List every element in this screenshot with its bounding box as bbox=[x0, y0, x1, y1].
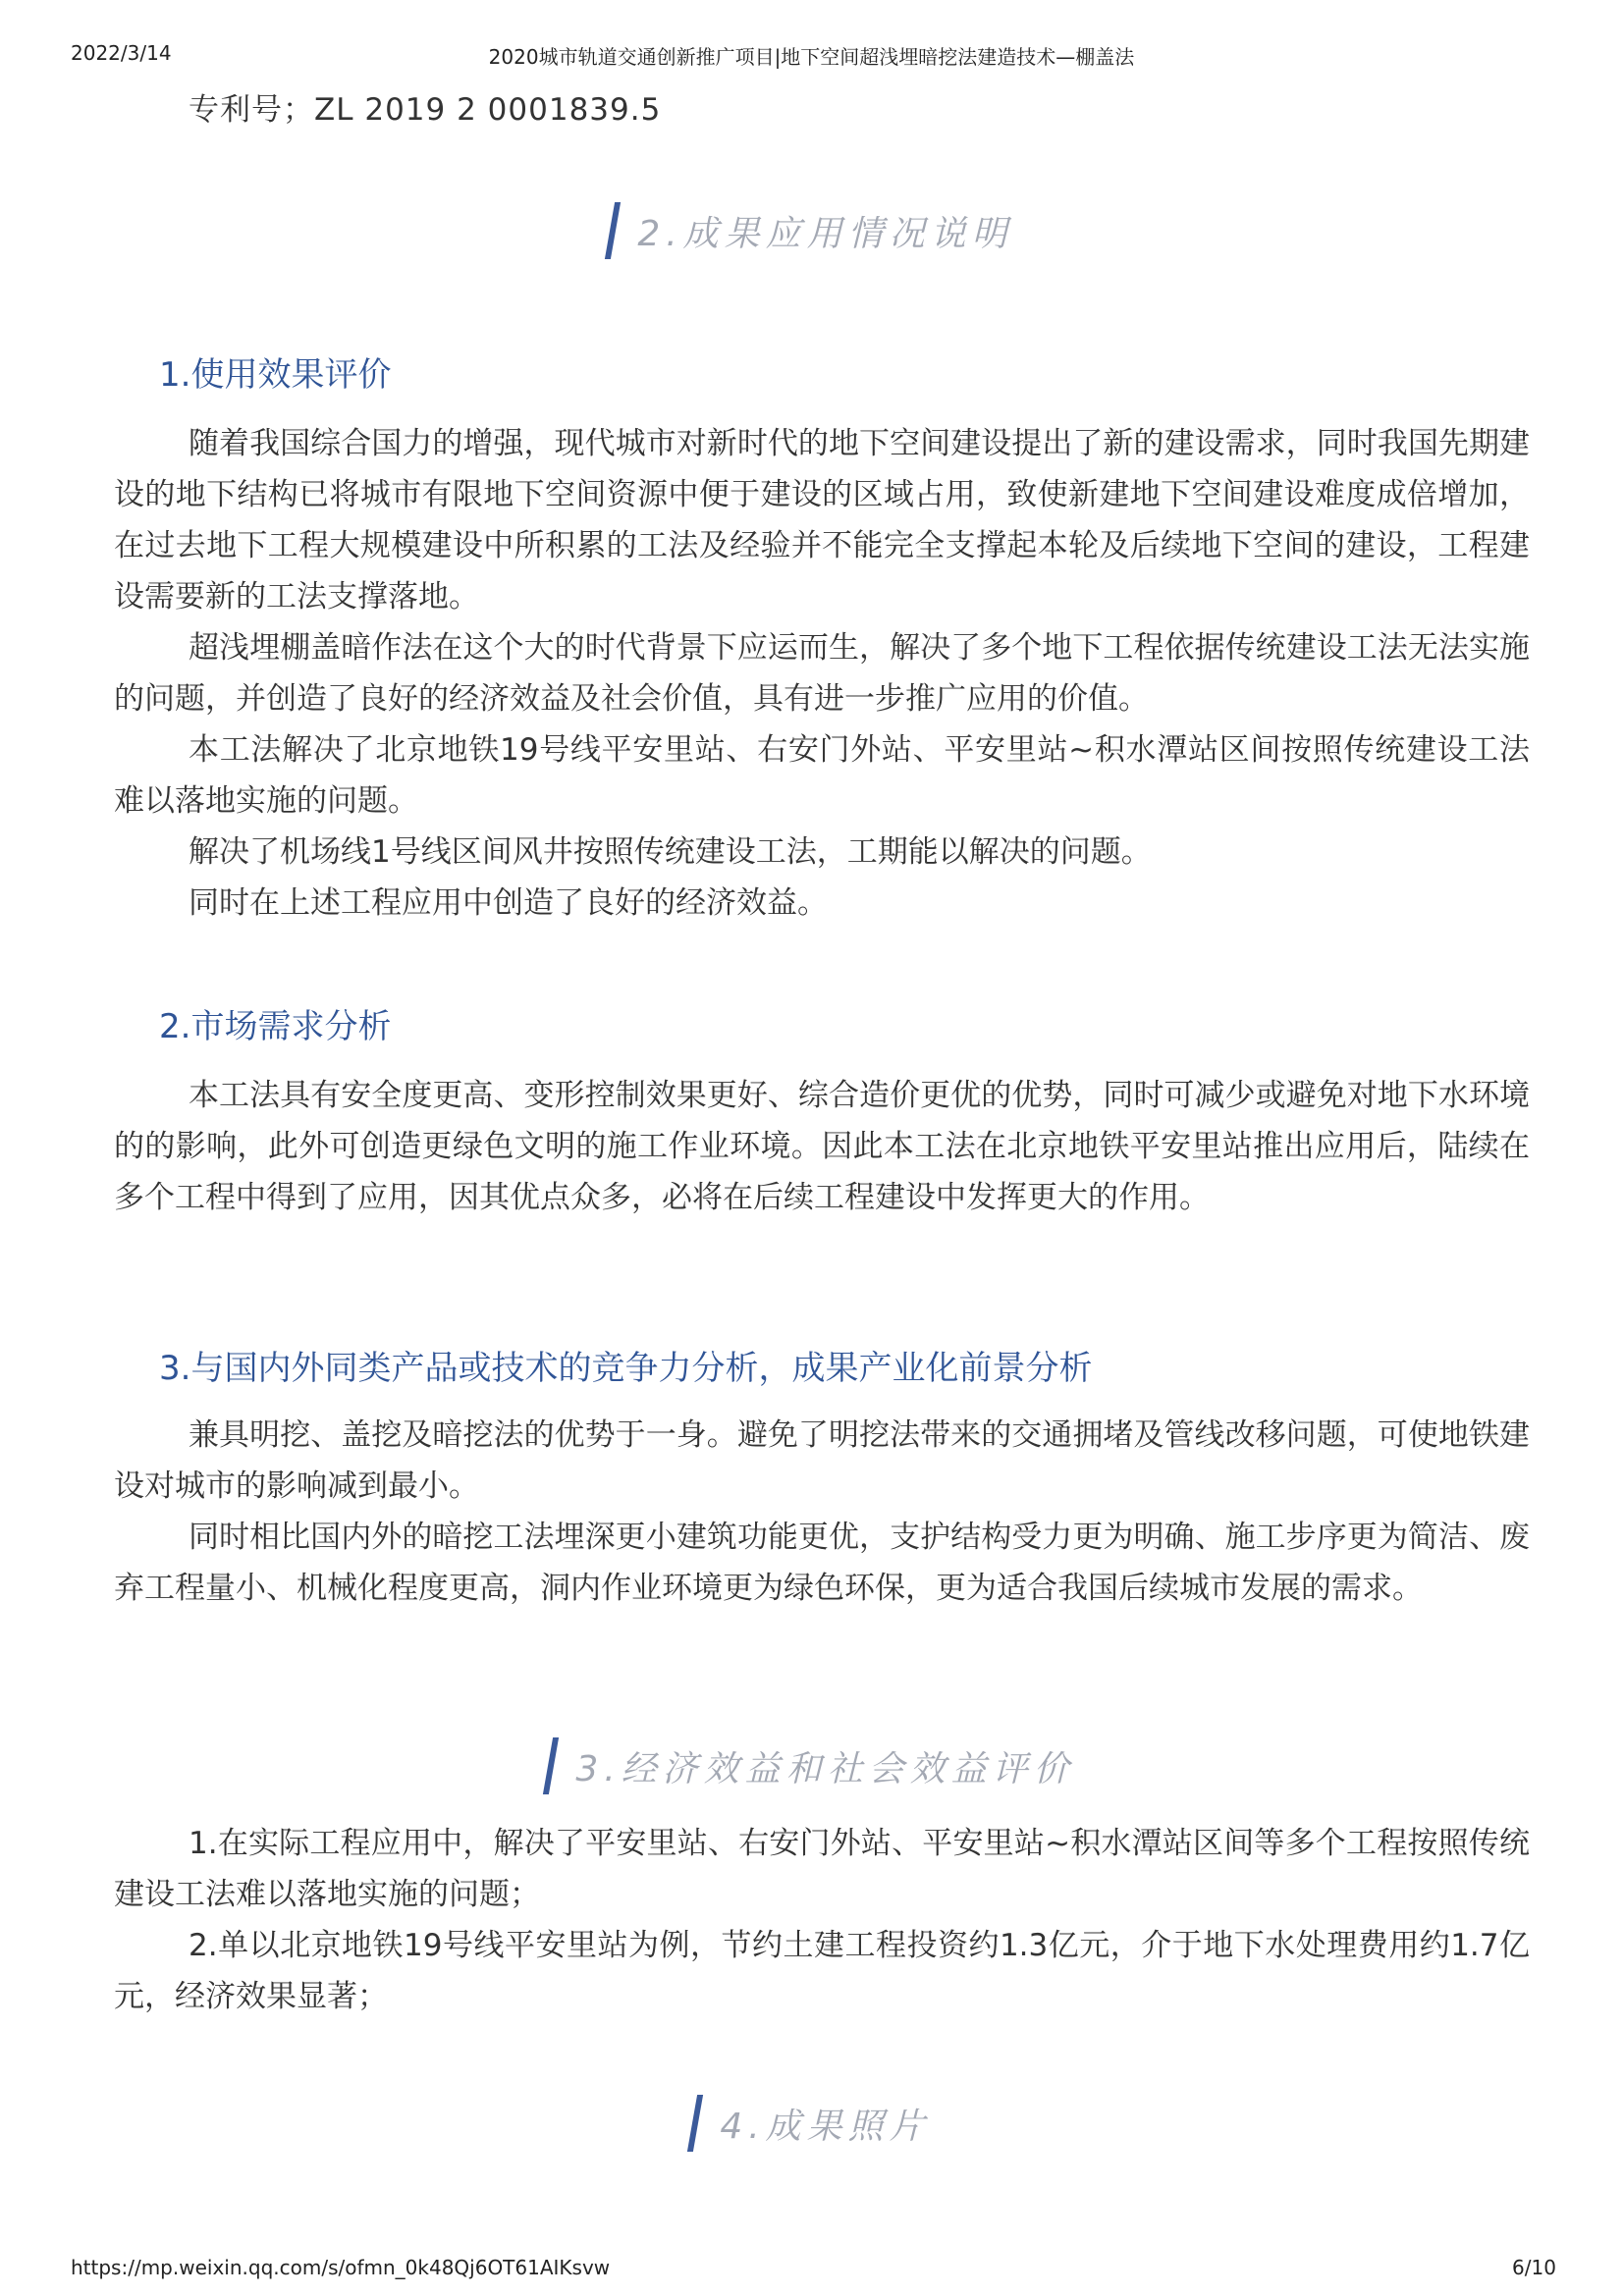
patent-number: 专利号；ZL 2019 2 0001839.5 bbox=[189, 92, 662, 128]
section-title-application bbox=[0, 202, 1623, 259]
competitiveness-body bbox=[114, 1410, 1530, 1614]
market-demand-body bbox=[114, 1070, 1530, 1223]
page-number: 6/10 bbox=[1512, 2256, 1556, 2279]
effect-evaluation-body bbox=[114, 418, 1530, 929]
paragraph: 同时相比国内外的暗挖工法埋深更小建筑功能更优，支护结构受力更为明确、施工步序更为简洁、废弃工程量小、机械化程度更高，洞内作业环境更为绿色环保，更为适合我国后续城市发展的需求。 bbox=[114, 1520, 1530, 1606]
source-url: https://mp.weixin.qq.com/s/ofmn_0k48Qj6OT61AIKsvw bbox=[71, 2256, 611, 2279]
subheading-market-demand: 2.市场需求分析 bbox=[159, 1007, 392, 1046]
print-date: 2022/3/14 bbox=[71, 41, 172, 65]
subheading-effect-evaluation: 1.使用效果评价 bbox=[159, 355, 392, 395]
section-accent-bar bbox=[543, 1737, 559, 1794]
paragraph: 本工法具有安全度更高、变形控制效果更好、综合造价更优的优势，同时可减少或避免对地下水环境的的影响，此外可创造更绿色文明的施工作业环境。因此本工法在北京地铁平安里站推出应用后，陆续在多个工程中得到了应用，因其优点众多，必将在后续工程建设中发挥更大的作用。 bbox=[114, 1078, 1530, 1215]
section-title-text: 4.成果照片 bbox=[720, 2106, 931, 2147]
paragraph: 解决了机场线1号线区间风井按照传统建设工法，工期能以解决的问题。 bbox=[189, 834, 1152, 870]
paragraph: 2.单以北京地铁19号线平安里站为例，节约土建工程投资约1.3亿元，介于地下水处理费用约1.7亿元，经济效果显著； bbox=[114, 1928, 1530, 2014]
paragraph: 超浅埋棚盖暗作法在这个大的时代背景下应运而生，解决了多个地下工程依据传统建设工法无法实施的问题，并创造了良好的经济效益及社会价值，具有进一步推广应用的价值。 bbox=[114, 630, 1530, 717]
subheading-competitiveness: 3.与国内外同类产品或技术的竞争力分析，成果产业化前景分析 bbox=[159, 1349, 1093, 1388]
paragraph: 兼具明挖、盖挖及暗挖法的优势于一身。避免了明挖法带来的交通拥堵及管线改移问题，可使地铁建设对城市的影响减到最小。 bbox=[114, 1417, 1530, 1504]
section-title-text: 3.经济效益和社会效益评价 bbox=[575, 1748, 1075, 1789]
section-title-benefits bbox=[0, 1737, 1623, 1794]
benefits-body bbox=[114, 1818, 1530, 2022]
section-accent-bar bbox=[605, 202, 621, 259]
paragraph: 1.在实际工程应用中，解决了平安里站、右安门外站、平安里站~积水潭站区间等多个工程按照传统建设工法难以落地实施的问题； bbox=[114, 1826, 1530, 1912]
paragraph: 本工法解决了北京地铁19号线平安里站、右安门外站、平安里站~积水潭站区间按照传统建设工法难以落地实施的问题。 bbox=[114, 732, 1530, 819]
section-accent-bar bbox=[687, 2095, 703, 2152]
paragraph: 同时在上述工程应用中创造了良好的经济效益。 bbox=[189, 885, 828, 921]
section-title-text: 2.成果应用情况说明 bbox=[637, 213, 1013, 254]
section-title-photos bbox=[0, 2095, 1623, 2152]
print-title: 2020城市轨道交通创新推广项目|地下空间超浅埋暗挖法建造技术—棚盖法 bbox=[488, 45, 1135, 69]
paragraph: 随着我国综合国力的增强，现代城市对新时代的地下空间建设提出了新的建设需求，同时我国先期建设的地下结构已将城市有限地下空间资源中便于建设的区域占用，致使新建地下空间建设难度成倍增加，在过去地下工程大规模建设中所积累的工法及经验并不能完全支撑起本轮及后续地下空间的建设，工程建设需要新的工法支撑落地。 bbox=[114, 426, 1530, 614]
